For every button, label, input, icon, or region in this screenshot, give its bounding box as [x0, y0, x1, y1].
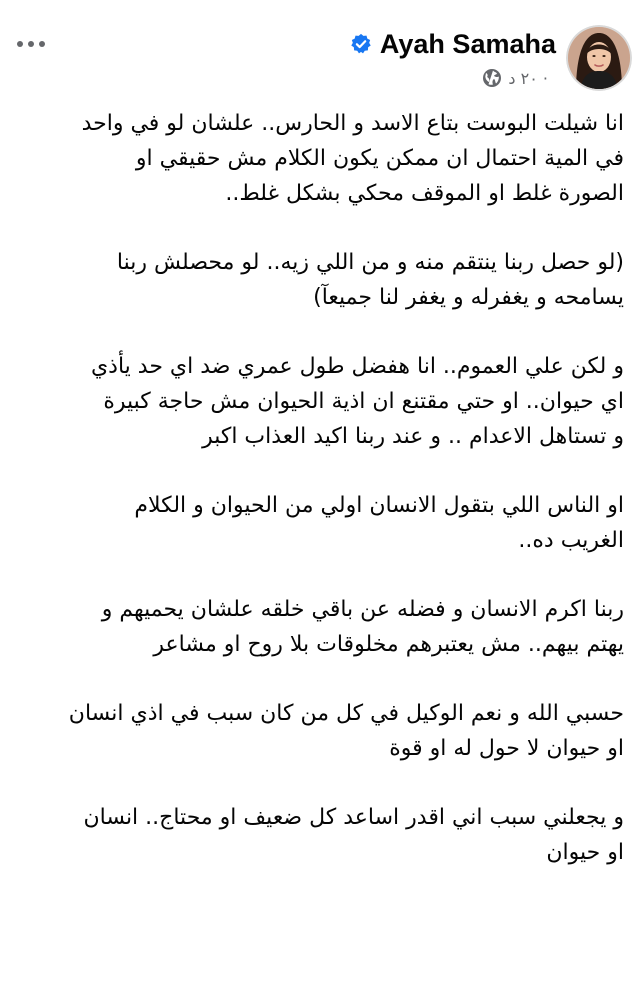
paragraph [14, 106, 624, 211]
paragraph [14, 592, 624, 662]
author-name[interactable]: Ayah Samaha [379, 28, 556, 59]
more-options-icon [17, 41, 23, 47]
text-line: في المية احتمال ان ممكن يكون الكلام مش حقيقي او [135, 146, 624, 171]
text-line: و لكن علي العموم.. انا هفضل طول عمري ضد اي حد يأذي [90, 354, 624, 379]
text-line: (لو حصل ربنا ينتقم منه و من اللي زيه.. لو محصلش ربنا [116, 250, 624, 275]
author-row [350, 26, 556, 62]
post-header [0, 0, 640, 100]
more-options-button[interactable] [8, 30, 54, 58]
paragraph [14, 245, 624, 315]
text-line: و تستاهل الاعدام .. و عند ربنا اكيد العذاب اكبر [202, 424, 624, 449]
text-line: يسامحه و يغفرله و يغفر لنا جميعآ) [313, 285, 624, 310]
post-body [14, 106, 624, 904]
text-line: حسبي الله و نعم الوكيل في كل من كان سبب في اذي انسان [68, 701, 624, 726]
globe-icon[interactable] [482, 68, 502, 88]
text-line: يهتم بيهم.. مش يعتبرهم مخلوقات بلا روح او مشاعر [153, 632, 624, 657]
text-line: او حيوان لا حول له او قوة [389, 736, 624, 761]
paragraph [14, 349, 624, 454]
paragraph [14, 696, 624, 766]
text-line: ربنا اكرم الانسان و فضله عن باقي خلقه علشان يحميهم و [101, 597, 624, 622]
paragraph [14, 800, 624, 870]
text-line: او حيوان [546, 840, 624, 865]
verified-badge-icon [350, 33, 372, 55]
text-line: او الناس اللي بتقول الانسان اولي من الحيوان و الكلام [134, 493, 624, 518]
text-line: الصورة غلط او الموقف محكي بشكل غلط.. [225, 181, 624, 206]
text-line: انا شيلت البوست بتاع الاسد و الحارس.. علشان لو في واحد [81, 111, 624, 136]
paragraph [14, 488, 624, 558]
avatar-photo [566, 25, 632, 91]
post-timestamp[interactable]: ٢٠ د · [508, 68, 548, 88]
text-line: الغريب ده.. [518, 528, 624, 553]
author-avatar[interactable] [566, 25, 632, 91]
more-options-icon-dot [28, 41, 34, 47]
text-line: و يجعلني سبب اني اقدر اساعد كل ضعيف او محتاج.. انسان [83, 805, 624, 830]
more-options-icon-dot [39, 41, 45, 47]
text-line: اي حيوان.. او حتي مقتنع ان اذية الحيوان مش حاجة كبيرة [103, 389, 624, 414]
post-meta [482, 66, 548, 90]
